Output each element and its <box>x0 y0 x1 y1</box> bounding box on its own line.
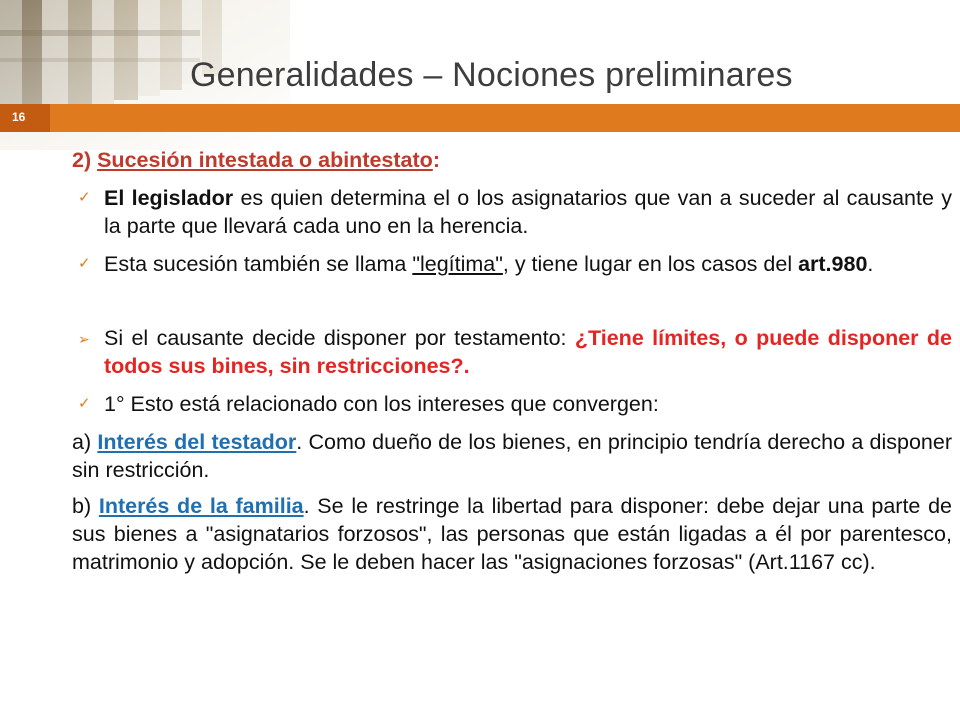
spacer <box>72 288 952 324</box>
slide-title: Generalidades – Nociones preliminares <box>190 56 793 94</box>
check-icon: ✓ <box>78 395 91 412</box>
list-item <box>72 184 952 240</box>
item-text: Si el causante decide disponer por testamento: <box>104 326 575 350</box>
item-underlined: "legítima" <box>412 252 503 276</box>
item-text: Esta sucesión también se llama <box>104 252 413 276</box>
list-item <box>72 324 952 380</box>
slide-content <box>72 146 952 584</box>
check-icon: ✓ <box>78 255 91 272</box>
interest-family-link[interactable]: Interés de la familia <box>98 494 304 518</box>
paragraph <box>72 428 952 484</box>
heading-label: Sucesión intestada o abintestato <box>97 148 433 172</box>
title-underline-bar <box>0 104 960 132</box>
para-text: . Como dueño de los bienes, en principio tendría derecho a disponer sin restricción. <box>72 430 953 482</box>
item-text: es quien determina el o los asignatarios que van a suceder al causante y la parte que llevará cada uno en la herencia. <box>104 186 952 238</box>
check-icon: ✓ <box>78 189 91 206</box>
para-prefix: b) <box>72 494 99 518</box>
arrow-icon: ➢ <box>78 331 90 347</box>
slide-number: 16 <box>12 110 26 124</box>
item-text: 1° Esto está relacionado con los intereses que convergen: <box>104 392 659 416</box>
para-text: . Se le restringe la libertad para disponer: debe dejar una parte de sus bienes a "asignatarios forzosos", las personas que están ligadas a él por parentesco, matrimonio y adopción. Se le deben hacer las "asignaciones forzosas" (Art.1167 cc). <box>72 494 952 574</box>
item-bold: art.980 <box>798 252 868 276</box>
heading-prefix: 2) <box>72 148 98 172</box>
interest-testator-link[interactable]: Interés del testador <box>97 430 297 454</box>
item-text: , y tiene lugar en los casos del <box>502 252 799 276</box>
heading-suffix: : <box>432 148 440 172</box>
paragraph <box>72 492 952 576</box>
para-prefix: a) <box>72 430 98 454</box>
list-item <box>72 250 952 278</box>
list-item <box>72 390 952 418</box>
item-bold: El legislador <box>104 186 234 210</box>
item-text: . <box>867 252 874 276</box>
item-question: ¿Tiene límites, o puede disponer de todos sus bines, sin restricciones?. <box>104 326 952 378</box>
section-heading <box>72 146 952 174</box>
